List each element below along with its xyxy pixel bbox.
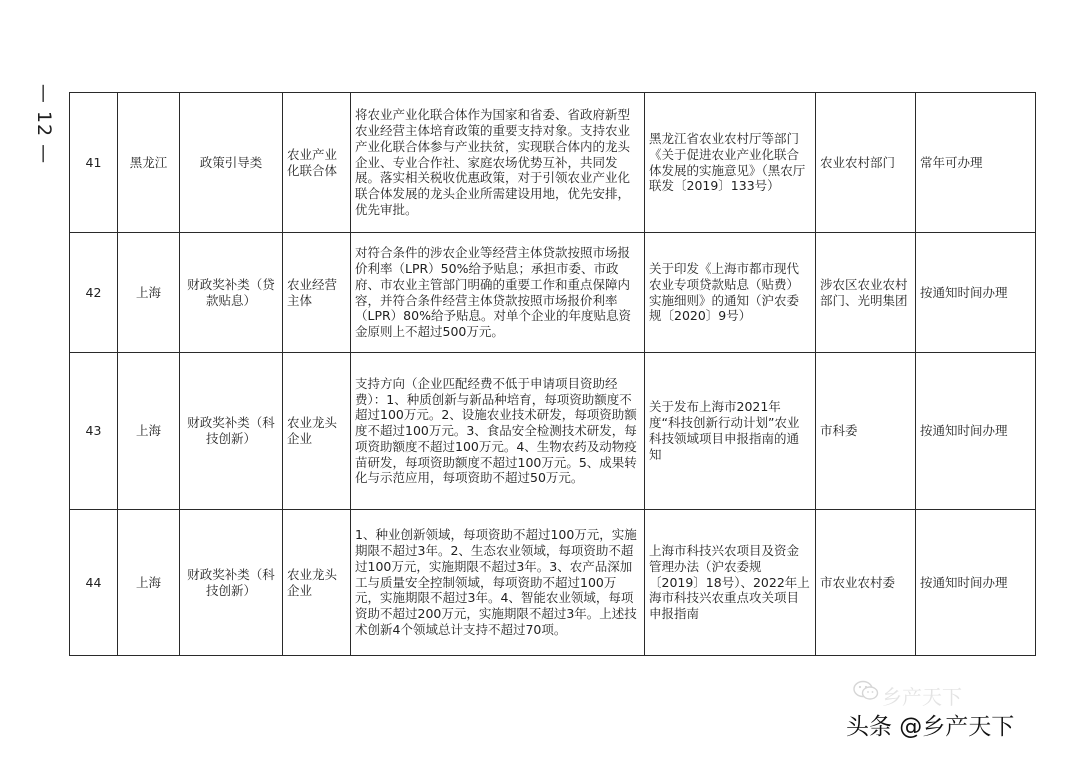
watermark-ghost-text: 乡产天下 [882, 685, 962, 709]
table-row [70, 93, 1036, 233]
region-cell: 黑龙江 [118, 93, 180, 233]
row-number: 42 [70, 233, 118, 353]
policy-content-cell: 1、种业创新领域，每项资助不超过100万元，实施期限不超过3年。2、生态农业领域，每项资助不超过100万元，实施期限不超过3年。3、农产品深加工与质量安全控制领域，每项资助不超过100万元，实施期限不超过3年。4、智能农业领域，每项资助不超过200万元，实施期限不超过3年。上述技术创新4个领域总计支持不超过70项。 [351, 510, 645, 656]
handling-time-cell: 按通知时间办理 [916, 233, 1036, 353]
region-cell: 上海 [118, 353, 180, 510]
table-row [70, 233, 1036, 353]
watermark-text: 头条 @乡产天下 [846, 714, 1015, 740]
region-cell: 上海 [118, 510, 180, 656]
subject-cell: 农业产业化联合体 [283, 93, 351, 233]
department-cell: 市科委 [816, 353, 916, 510]
department-cell: 农业农村部门 [816, 93, 916, 233]
policy-content-cell: 支持方向（企业匹配经费不低于申请项目资助经费）：1、种质创新与新品种培育，每项资助额度不超过100万元。2、设施农业技术研发，每项资助额度不超过100万元。3、食品安全检测技术研发，每项资助额度不超过100万元。4、生物农药及动物疫苗研发，每项资助额度不超过100万元。5、成果转化与示范应用，每项资助不超过50万元。 [351, 353, 645, 510]
subject-cell: 农业经营主体 [283, 233, 351, 353]
page-number: — 12 — [33, 83, 55, 165]
row-number: 41 [70, 93, 118, 233]
department-cell: 市农业农村委 [816, 510, 916, 656]
row-number: 43 [70, 353, 118, 510]
policy-table [69, 92, 1036, 656]
wechat-icon [853, 680, 879, 702]
handling-time-cell: 按通知时间办理 [916, 510, 1036, 656]
handling-time-cell: 按通知时间办理 [916, 353, 1036, 510]
policy-content-cell: 将农业产业化联合体作为国家和省委、省政府新型农业经营主体培育政策的重要支持对象。支持农业产业化联合体参与产业扶贫，实现联合体内的龙头企业、专业合作社、家庭农场优势互补，共同发展。落实相关税收优惠政策，对于引领农业产业化联合体发展的龙头企业所需建设用地，优先安排，优先审批。 [351, 93, 645, 233]
policy-type-cell: 财政奖补类（科技创新） [180, 510, 283, 656]
handling-time-cell: 常年可办理 [916, 93, 1036, 233]
subject-cell: 农业龙头企业 [283, 510, 351, 656]
policy-basis-cell: 关于印发《上海市都市现代农业专项贷款贴息（贴费）实施细则》的通知（沪农委规〔2020〕9号） [645, 233, 816, 353]
region-cell: 上海 [118, 233, 180, 353]
policy-basis-cell: 关于发布上海市2021年度“科技创新行动计划”农业科技领域项目申报指南的通知 [645, 353, 816, 510]
row-number: 44 [70, 510, 118, 656]
policy-type-cell: 财政奖补类（科技创新） [180, 353, 283, 510]
policy-type-cell: 政策引导类 [180, 93, 283, 233]
policy-type-cell: 财政奖补类（贷款贴息） [180, 233, 283, 353]
table-row [70, 353, 1036, 510]
department-cell: 涉农区农业农村部门、光明集团 [816, 233, 916, 353]
table-row [70, 510, 1036, 656]
policy-content-cell: 对符合条件的涉农企业等经营主体贷款按照市场报价利率（LPR）50%给予贴息；承担市委、市政府、市农业主管部门明确的重要工作和重点保障内容，并符合条件经营主体贷款按照市场报价利率（LPR）80%给予贴息。对单个企业的年度贴息资金原则上不超过500万元。 [351, 233, 645, 353]
subject-cell: 农业龙头企业 [283, 353, 351, 510]
policy-basis-cell: 上海市科技兴农项目及资金管理办法（沪农委规〔2019〕18号）、2022年上海市科技兴农重点攻关项目申报指南 [645, 510, 816, 656]
policy-basis-cell: 黑龙江省农业农村厅等部门《关于促进农业产业化联合体发展的实施意见》（黑农厅联发〔2019〕133号） [645, 93, 816, 233]
